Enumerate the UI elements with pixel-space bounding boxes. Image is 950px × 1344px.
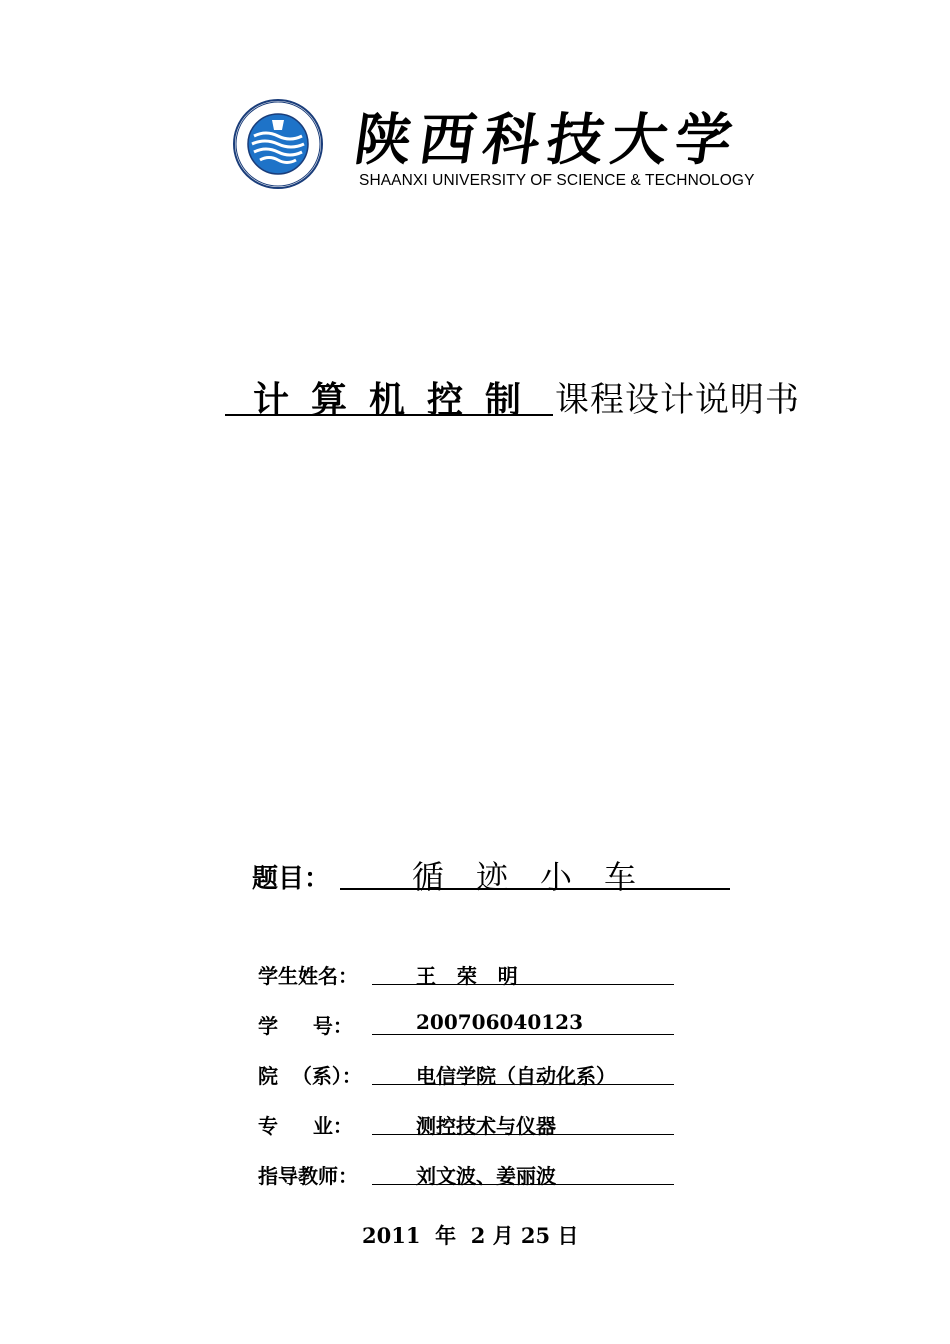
university-logo <box>226 92 755 204</box>
course-title <box>225 368 825 421</box>
info-field-department <box>372 1058 674 1088</box>
info-label-advisor: 指导教师： <box>258 1164 358 1188</box>
info-row-student-id <box>258 1008 678 1038</box>
info-value-major: 测控技术与仪器 <box>416 1114 556 1138</box>
course-doc-type: 课程设计说明书 <box>555 380 800 420</box>
info-field-student-name <box>372 958 674 988</box>
topic-field <box>340 850 730 896</box>
submission-date: 2011 年 2 月 25 日 <box>362 1223 579 1248</box>
info-field-advisor <box>372 1158 674 1188</box>
university-seal-icon <box>232 98 324 190</box>
info-label-student-name: 学生姓名： <box>258 964 358 988</box>
info-row-major <box>258 1108 678 1138</box>
info-label-department: 院 （系）： <box>258 1064 362 1088</box>
info-row-student-name <box>258 958 678 988</box>
course-subject-field <box>225 368 553 421</box>
info-label-major: 专 业： <box>258 1114 353 1138</box>
info-value-student-name: 王 荣 明 <box>416 964 518 988</box>
info-value-student-id: 200706040123 <box>416 1010 583 1034</box>
info-field-student-id <box>372 1008 674 1035</box>
info-value-department: 电信学院（自动化系） <box>416 1064 616 1088</box>
info-row-department <box>258 1058 678 1088</box>
university-name-cn: 陕西科技大学 <box>350 107 745 173</box>
topic-value: 循迹小车 <box>412 858 669 896</box>
info-value-advisor: 刘文波、姜丽波 <box>416 1164 556 1188</box>
info-label-student-id: 学 号： <box>258 1014 353 1038</box>
info-row-advisor <box>258 1158 678 1188</box>
university-name-en: SHAANXI UNIVERSITY OF SCIENCE & TECHNOLOGY <box>359 172 755 189</box>
info-field-major <box>372 1108 674 1138</box>
topic-label: 题目： <box>252 864 331 894</box>
course-subject: 计算机控制 <box>253 380 544 421</box>
